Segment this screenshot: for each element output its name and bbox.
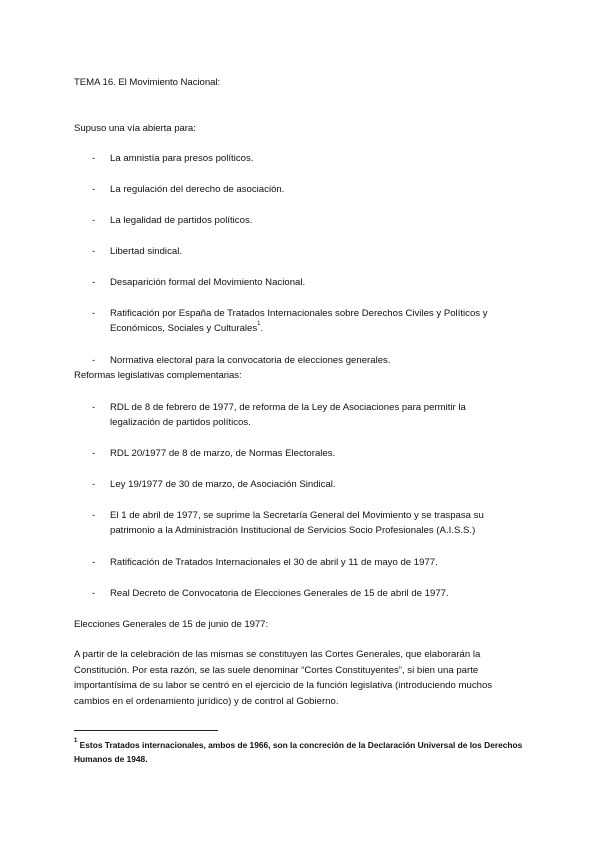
list-dash: - (92, 479, 96, 490)
list-dash: - (92, 448, 96, 459)
list-dash: - (92, 557, 96, 568)
list-dash: - (92, 588, 96, 599)
intro-text: Supuso una vía abierta para: (74, 123, 196, 134)
list-dash: - (92, 215, 96, 226)
list-dash: - (92, 184, 96, 195)
list-item-text: RDL 20/1977 de 8 de marzo, de Normas Electorales. (110, 448, 336, 459)
list-item-text: Ley 19/1977 de 30 de marzo, de Asociación Sindical. (110, 479, 336, 490)
list-dash: - (92, 308, 96, 319)
list-item-text: Desaparición formal del Movimiento Nacional. (110, 277, 306, 288)
list-item-text: Ratificación por España de Tratados Internacionales sobre Derechos Civiles y Políticos y Económicos, Sociales y Culturales$^1$. (110, 308, 488, 334)
list-item-text: Real Decreto de Convocatoria de Elecciones Generales de 15 de abril de 1977. (110, 588, 449, 599)
elecciones-heading: Elecciones Generales de 15 de junio de 1977: (74, 619, 269, 630)
footnote (74, 738, 534, 766)
list-item-text: La regulación del derecho de asociación. (110, 184, 285, 195)
list-dash: - (92, 510, 96, 521)
list-item-text: Ratificación de Tratados Internacionales el 30 de abril y 11 de mayo de 1977. (110, 557, 438, 568)
list-dash: - (92, 402, 96, 413)
list-item-text-body: Ratificación por España de Tratados Internacionales sobre Derechos Civiles y Políticos y Económicos, Sociales y Culturales (110, 308, 488, 334)
reformas-heading: Reformas legislativas complementarias: (74, 370, 242, 381)
footnote-separator (74, 730, 218, 731)
list-item-text: La amnistía para presos políticos. (110, 153, 254, 164)
list-item-text: La legalidad de partidos políticos. (110, 215, 253, 226)
list-dash: - (92, 153, 96, 164)
footnote-number: 1 (74, 738, 78, 744)
list-item-text: Libertad sindical. (110, 246, 182, 257)
list-item-text: El 1 de abril de 1977, se suprime la Secretaría General del Movimiento y se traspasa su patrimonio a la Administración Institucional de Servicios Socio Profesionales (A.I.S.S.) (110, 510, 484, 536)
list-dash: - (92, 246, 96, 257)
footnote-reference[interactable]: 1 (257, 321, 261, 327)
list-item-text: RDL de 8 de febrero de 1977, de reforma de la Ley de Asociaciones para permitir la legalización de partidos políticos. (110, 402, 466, 428)
footnote-text: Estos Tratados internacionales, ambos de 1966, son la concreción de la Declaración Universal de los Derechos Humanos de 1948. (74, 740, 523, 764)
list-item-text: Normativa electoral para la convocatoria de elecciones generales. (110, 355, 391, 366)
list-dash: - (92, 355, 96, 366)
document-title: TEMA 16. El Movimiento Nacional: (74, 77, 221, 88)
elecciones-paragraph: A partir de la celebración de las mismas se constituyen las Cortes Generales, que elaborarán la Constitución. Por esta razón, se las suele denominar “Cortes Constituyentes”, si bien una parte importantísima de su labor se centró en el ejercicio de la función legislativa (introduciendo muchos cambios en el ordenamiento jurídico) y de control al Gobierno. (74, 649, 493, 707)
list-dash: - (92, 277, 96, 288)
